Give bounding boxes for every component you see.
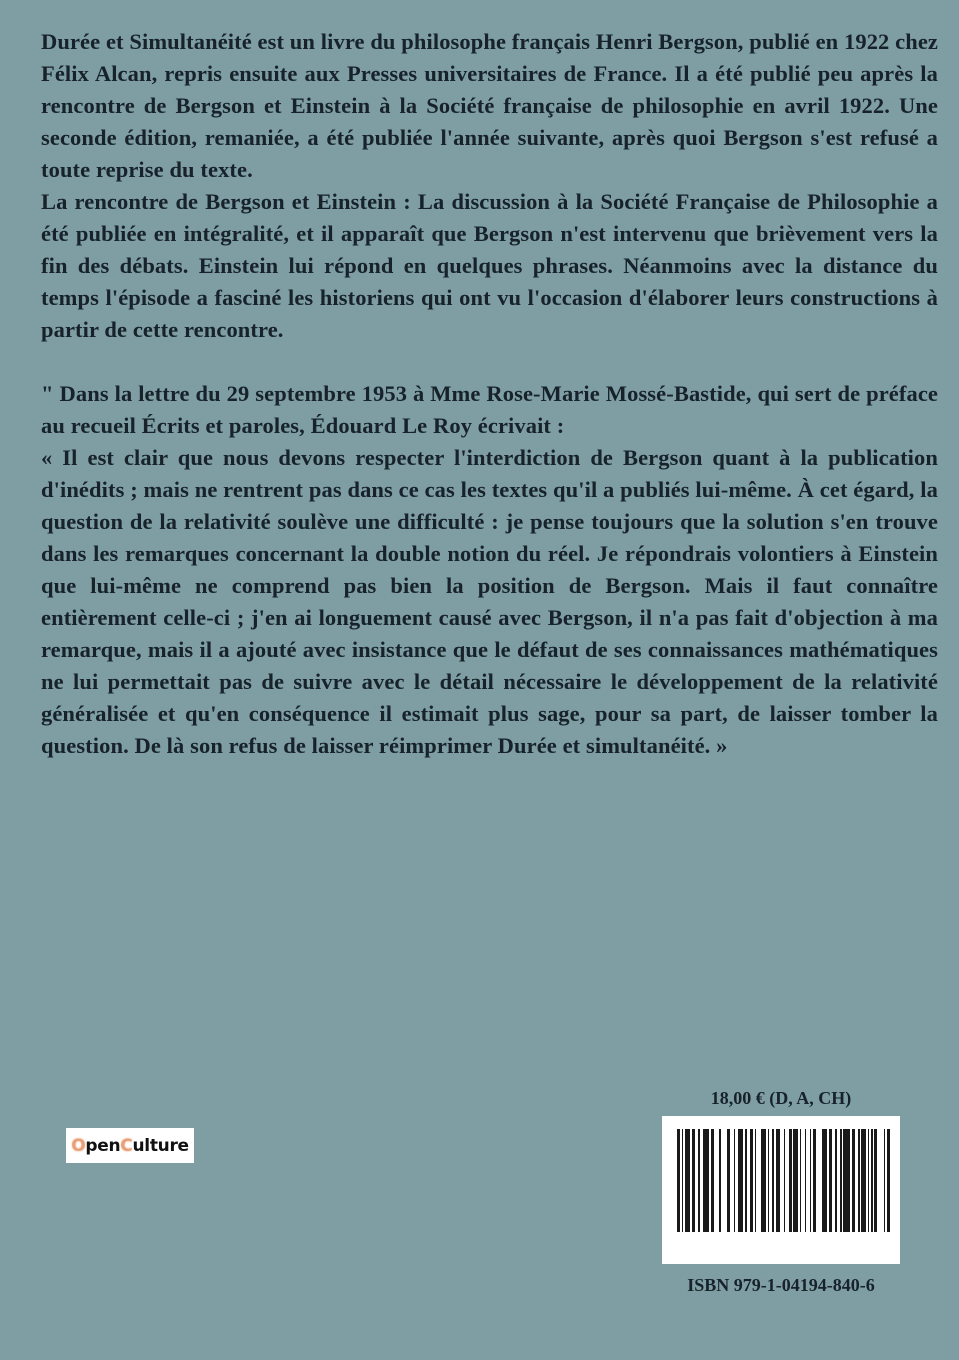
barcode <box>662 1116 900 1264</box>
quotation-block <box>41 378 938 762</box>
logo-text-pen: pen <box>85 1135 121 1156</box>
paragraph-letter-intro: " Dans la lettre du 29 septembre 1953 à Mme Rose-Marie Mossé-Bastide, qui sert de préface au recueil Écrits et paroles, Édouard Le Roy écrivait : <box>41 381 938 438</box>
publisher-logo <box>66 1128 194 1163</box>
barcode-bars <box>677 1129 891 1232</box>
logo-letter-c: C <box>120 1135 133 1156</box>
barcode-bar <box>887 1129 890 1232</box>
description-block <box>41 26 938 346</box>
paragraph-intro: Durée et Simultanéité est un livre du philosophe français Henri Bergson, publié en 1922 chez Félix Alcan, repris ensuite aux Presses universitaires de France. Il a été publié peu après la rencontre de Bergson et Einstein à la Société française de philosophie en avril 1922. Une seconde édition, remaniée, a été publiée l'année suivante, après quoi Bergson s'est refusé a toute reprise du texte. <box>41 29 938 182</box>
paragraph-meeting: La rencontre de Bergson et Einstein : La discussion à la Société Française de Philosophie a été publiée en intégralité, et il apparaît que Bergson n'est intervenu que brièvement vers la fin des débats. Einstein lui répond en quelques phrases. Néanmoins avec la distance du temps l'épisode a fasciné les historiens qui ont vu l'occasion d'élaborer leurs constructions à partir de cette rencontre. <box>41 189 938 342</box>
logo-text-ulture: ulture <box>132 1135 189 1156</box>
isbn-label: ISBN 979-1-04194-840-6 <box>687 1275 875 1295</box>
logo-letter-o: O <box>71 1135 86 1156</box>
price-label: 18,00 € (D, A, CH) <box>710 1088 852 1108</box>
paragraph-quote: « Il est clair que nous devons respecter l'interdiction de Bergson quant à la publication d'inédits ; mais ne rentrent pas dans ce cas les textes qu'il a publiés lui-même. À cet égard, la question de la relativité soulève une difficulté : je pense toujours que la solution s'en trouve dans les remarques concernant la double notion du réel. Je répondrais volontiers à Einstein que lui-même ne comprend pas bien la position de Bergson. Mais il faut connaître entièrement celle-ci ; j'en ai longuement causé avec Bergson, il n'a pas fait d'objection à ma remarque, mais il a ajouté avec insistance que le défaut de ses connaissances mathématiques ne lui permettait pas de suivre avec le détail nécessaire le développement de la relativité généralisée et qu'en conséquence il estimait plus sage, pour sa part, de laisser tomber la question. De là son refus de laisser réimprimer Durée et simultanéité. » <box>41 445 938 758</box>
